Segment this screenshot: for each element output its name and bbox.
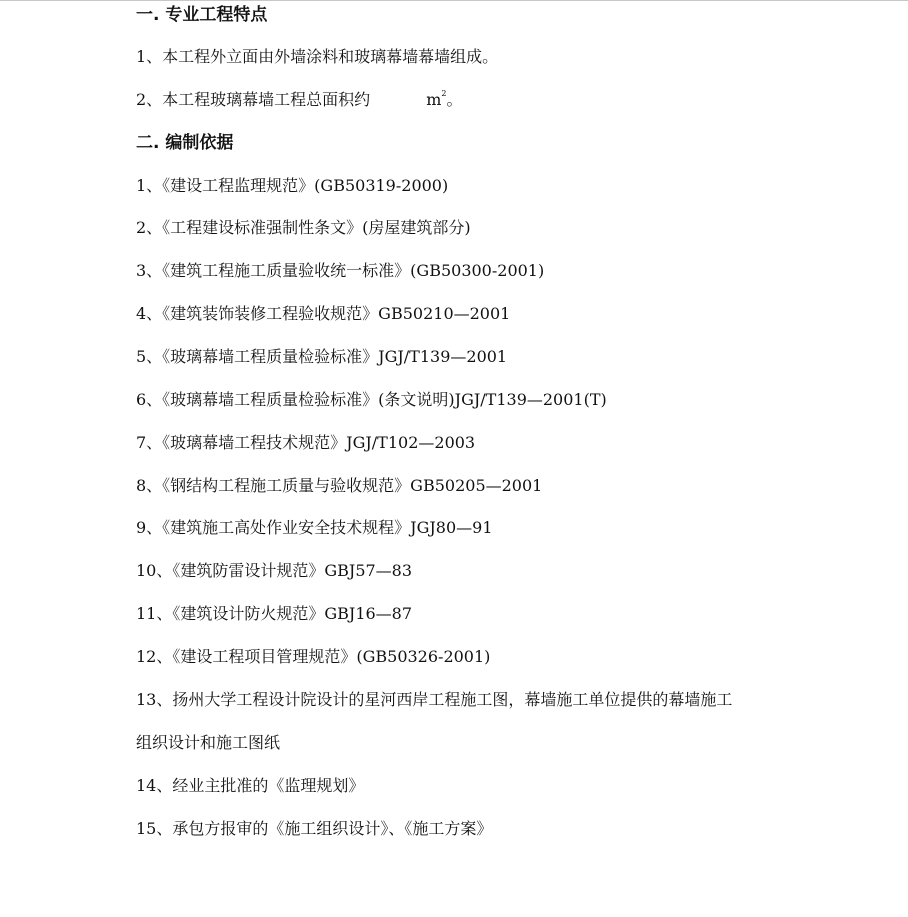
basis-item-8: 8、《钢结构工程施工质量与验收规范》GB50205—2001: [136, 476, 543, 495]
basis-item-5: 5、《玻璃幕墙工程质量检验标准》JGJ/T139—2001: [136, 347, 508, 366]
basis-item-6: 6、《玻璃幕墙工程质量检验标准》(条文说明)JGJ/T139—2001(T): [136, 390, 607, 409]
basis-item-11: 11、《建筑设计防火规范》GBJ16—87: [136, 604, 413, 623]
basis-item-14: 14、经业主批准的《监理规划》: [136, 776, 365, 795]
section-heading-basis: 二. 编制依据: [136, 133, 234, 153]
basis-item-10: 10、《建筑防雷设计规范》GBJ57—83: [136, 561, 413, 580]
area-unit-superscript: 2: [441, 89, 447, 98]
paragraph-item-1: 1、本工程外立面由外墙涂料和玻璃幕墙幕墙组成。: [136, 47, 499, 66]
basis-item-13: 13、扬州大学工程设计院设计的星河西岸工程施工图，幕墙施工单位提供的幕墙施工: [136, 690, 733, 709]
paragraph-item-2-text: 2、本工程玻璃幕墙工程总面积约: [136, 90, 371, 109]
paragraph-item-2: [136, 88, 462, 112]
paragraph-item-2-end: 。: [446, 90, 463, 109]
basis-item-7: 7、《玻璃幕墙工程技术规范》JGJ/T102—2003: [136, 433, 476, 452]
section-heading-project-features: 一. 专业工程特点: [136, 5, 268, 25]
basis-item-4: 4、《建筑装饰装修工程验收规范》GB50210—2001: [136, 304, 511, 323]
basis-item-3: 3、《建筑工程施工质量验收统一标准》(GB50300-2001): [136, 261, 545, 280]
basis-item-15: 15、承包方报审的《施工组织设计》、《施工方案》: [136, 819, 493, 838]
page-top-border: [0, 0, 908, 1]
basis-item-13-continued: 组织设计和施工图纸: [136, 733, 281, 752]
basis-item-9: 9、《建筑施工高处作业安全技术规程》JGJ80—91: [136, 518, 493, 537]
area-unit: m: [426, 90, 442, 109]
basis-item-2: 2、《工程建设标准强制性条文》(房屋建筑部分): [136, 218, 471, 237]
basis-item-12: 12、《建设工程项目管理规范》(GB50326-2001): [136, 647, 491, 666]
basis-item-1: 1、《建设工程监理规范》(GB50319-2000): [136, 176, 449, 195]
